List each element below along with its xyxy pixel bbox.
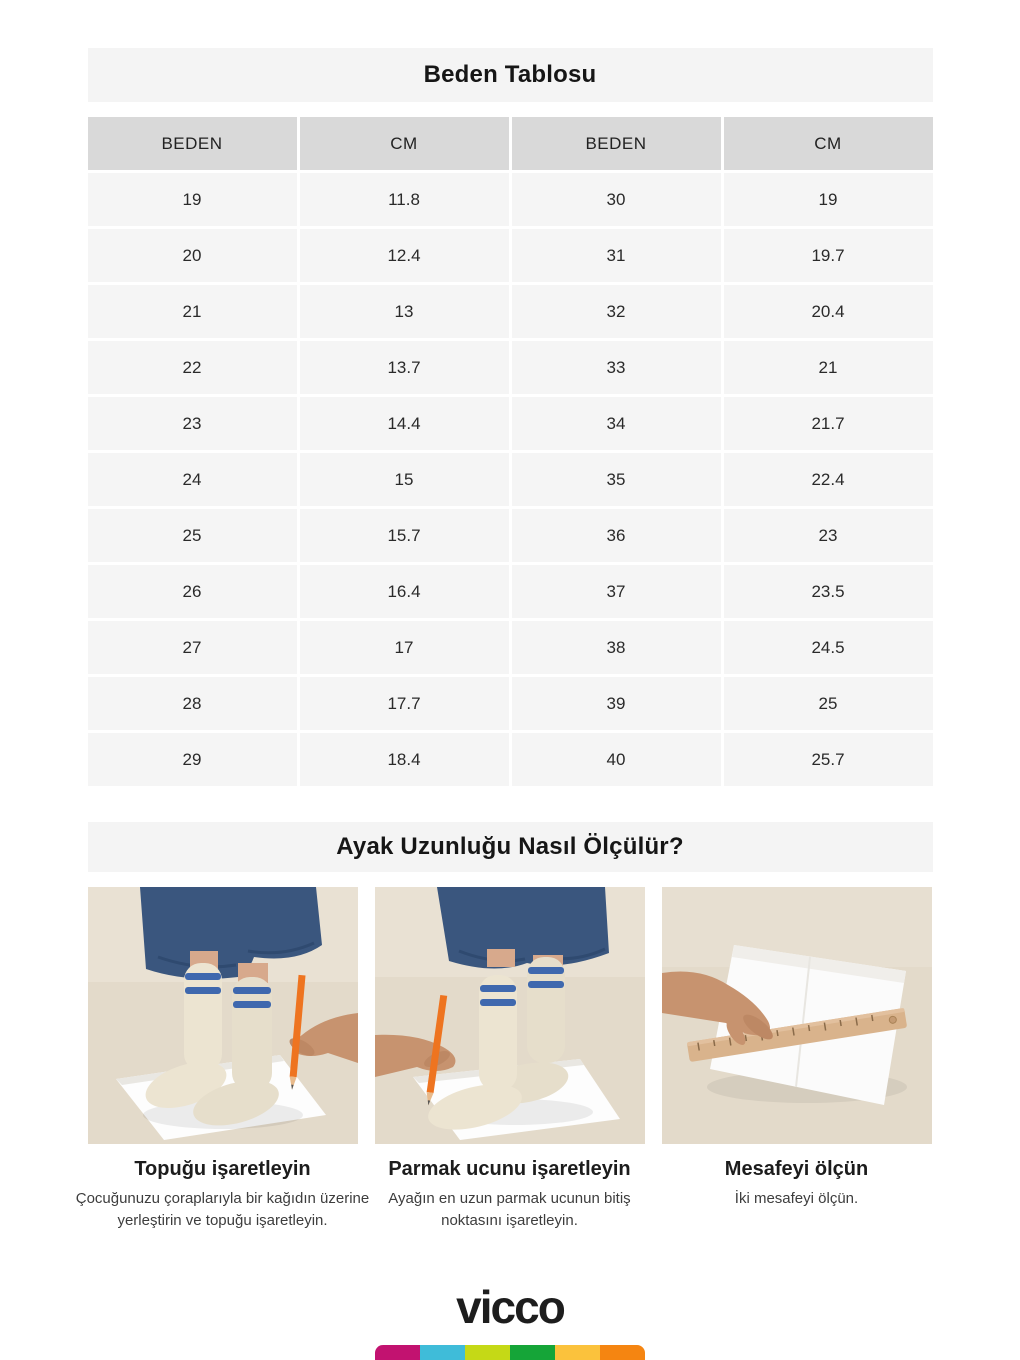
cm-cell: 17 bbox=[300, 621, 509, 674]
cm-cell: 14.4 bbox=[300, 397, 509, 450]
size-cell: 25 bbox=[88, 509, 297, 562]
size-cell: 32 bbox=[512, 285, 721, 338]
size-cell: 21 bbox=[88, 285, 297, 338]
size-table-header-cell: BEDEN bbox=[88, 117, 297, 170]
brand-color-segment bbox=[465, 1345, 510, 1360]
cm-cell: 11.8 bbox=[300, 173, 509, 226]
cm-cell: 25.7 bbox=[724, 733, 933, 786]
step-text: Ayağın en uzun parmak ucunun bitiş noktasını işaretleyin. bbox=[388, 1190, 631, 1229]
size-cell: 29 bbox=[88, 733, 297, 786]
howto-steps bbox=[75, 887, 933, 1232]
brand-color-segment bbox=[555, 1345, 600, 1360]
cm-cell: 21.7 bbox=[724, 397, 933, 450]
howto-title: Ayak Uzunluğu Nasıl Ölçülür? bbox=[336, 833, 684, 860]
brand-color-segment bbox=[420, 1345, 465, 1360]
measure-distance-photo bbox=[662, 887, 932, 1144]
step-text: Çocuğunuzu çoraplarıyla bir kağıdın üzerine yerleştirin ve topuğu işaretleyin. bbox=[75, 1190, 370, 1229]
cm-cell: 13 bbox=[300, 285, 509, 338]
size-table-title: Beden Tablosu bbox=[423, 61, 597, 88]
size-cell: 31 bbox=[512, 229, 721, 282]
cm-cell: 20.4 bbox=[724, 285, 933, 338]
size-table-header-cell: CM bbox=[724, 117, 933, 170]
brand-color-bar bbox=[375, 1345, 645, 1360]
size-cell: 36 bbox=[512, 509, 721, 562]
cm-cell: 12.4 bbox=[300, 229, 509, 282]
cm-cell: 15.7 bbox=[300, 509, 509, 562]
howto-title-bar bbox=[88, 822, 933, 872]
cm-cell: 23 bbox=[724, 509, 933, 562]
size-cell: 26 bbox=[88, 565, 297, 618]
size-cell: 35 bbox=[512, 453, 721, 506]
brand-color-segment bbox=[375, 1345, 420, 1360]
size-cell: 27 bbox=[88, 621, 297, 674]
size-cell: 20 bbox=[88, 229, 297, 282]
size-cell: 39 bbox=[512, 677, 721, 730]
size-cell: 19 bbox=[88, 173, 297, 226]
size-cell: 24 bbox=[88, 453, 297, 506]
size-table-title-bar bbox=[88, 48, 933, 102]
step-text: İki mesafeyi ölçün. bbox=[734, 1190, 859, 1207]
step-heading: Parmak ucunu işaretleyin bbox=[388, 1158, 631, 1180]
cm-cell: 23.5 bbox=[724, 565, 933, 618]
cm-cell: 16.4 bbox=[300, 565, 509, 618]
size-cell: 22 bbox=[88, 341, 297, 394]
brand-footer bbox=[88, 1280, 933, 1360]
step-mark-heel bbox=[75, 887, 370, 1232]
brand-color-segment bbox=[510, 1345, 555, 1360]
step-heading: Topuğu işaretleyin bbox=[134, 1158, 311, 1180]
size-cell: 37 bbox=[512, 565, 721, 618]
size-cell: 38 bbox=[512, 621, 721, 674]
mark-toe-photo bbox=[375, 887, 645, 1144]
cm-cell: 19 bbox=[724, 173, 933, 226]
size-cell: 28 bbox=[88, 677, 297, 730]
step-measure-distance bbox=[662, 887, 932, 1232]
cm-cell: 17.7 bbox=[300, 677, 509, 730]
cm-cell: 13.7 bbox=[300, 341, 509, 394]
size-cell: 30 bbox=[512, 173, 721, 226]
size-table-header-cell: BEDEN bbox=[512, 117, 721, 170]
cm-cell: 22.4 bbox=[724, 453, 933, 506]
brand-color-segment bbox=[600, 1345, 645, 1360]
size-table-header-cell: CM bbox=[300, 117, 509, 170]
cm-cell: 25 bbox=[724, 677, 933, 730]
size-table bbox=[88, 117, 933, 786]
step-heading: Mesafeyi ölçün bbox=[724, 1158, 869, 1180]
size-cell: 33 bbox=[512, 341, 721, 394]
size-cell: 23 bbox=[88, 397, 297, 450]
step-mark-toe bbox=[375, 887, 645, 1232]
vicco-logo: vicco bbox=[456, 1280, 564, 1333]
mark-heel-photo bbox=[88, 887, 358, 1144]
cm-cell: 24.5 bbox=[724, 621, 933, 674]
cm-cell: 19.7 bbox=[724, 229, 933, 282]
cm-cell: 18.4 bbox=[300, 733, 509, 786]
size-cell: 34 bbox=[512, 397, 721, 450]
size-cell: 40 bbox=[512, 733, 721, 786]
cm-cell: 21 bbox=[724, 341, 933, 394]
cm-cell: 15 bbox=[300, 453, 509, 506]
